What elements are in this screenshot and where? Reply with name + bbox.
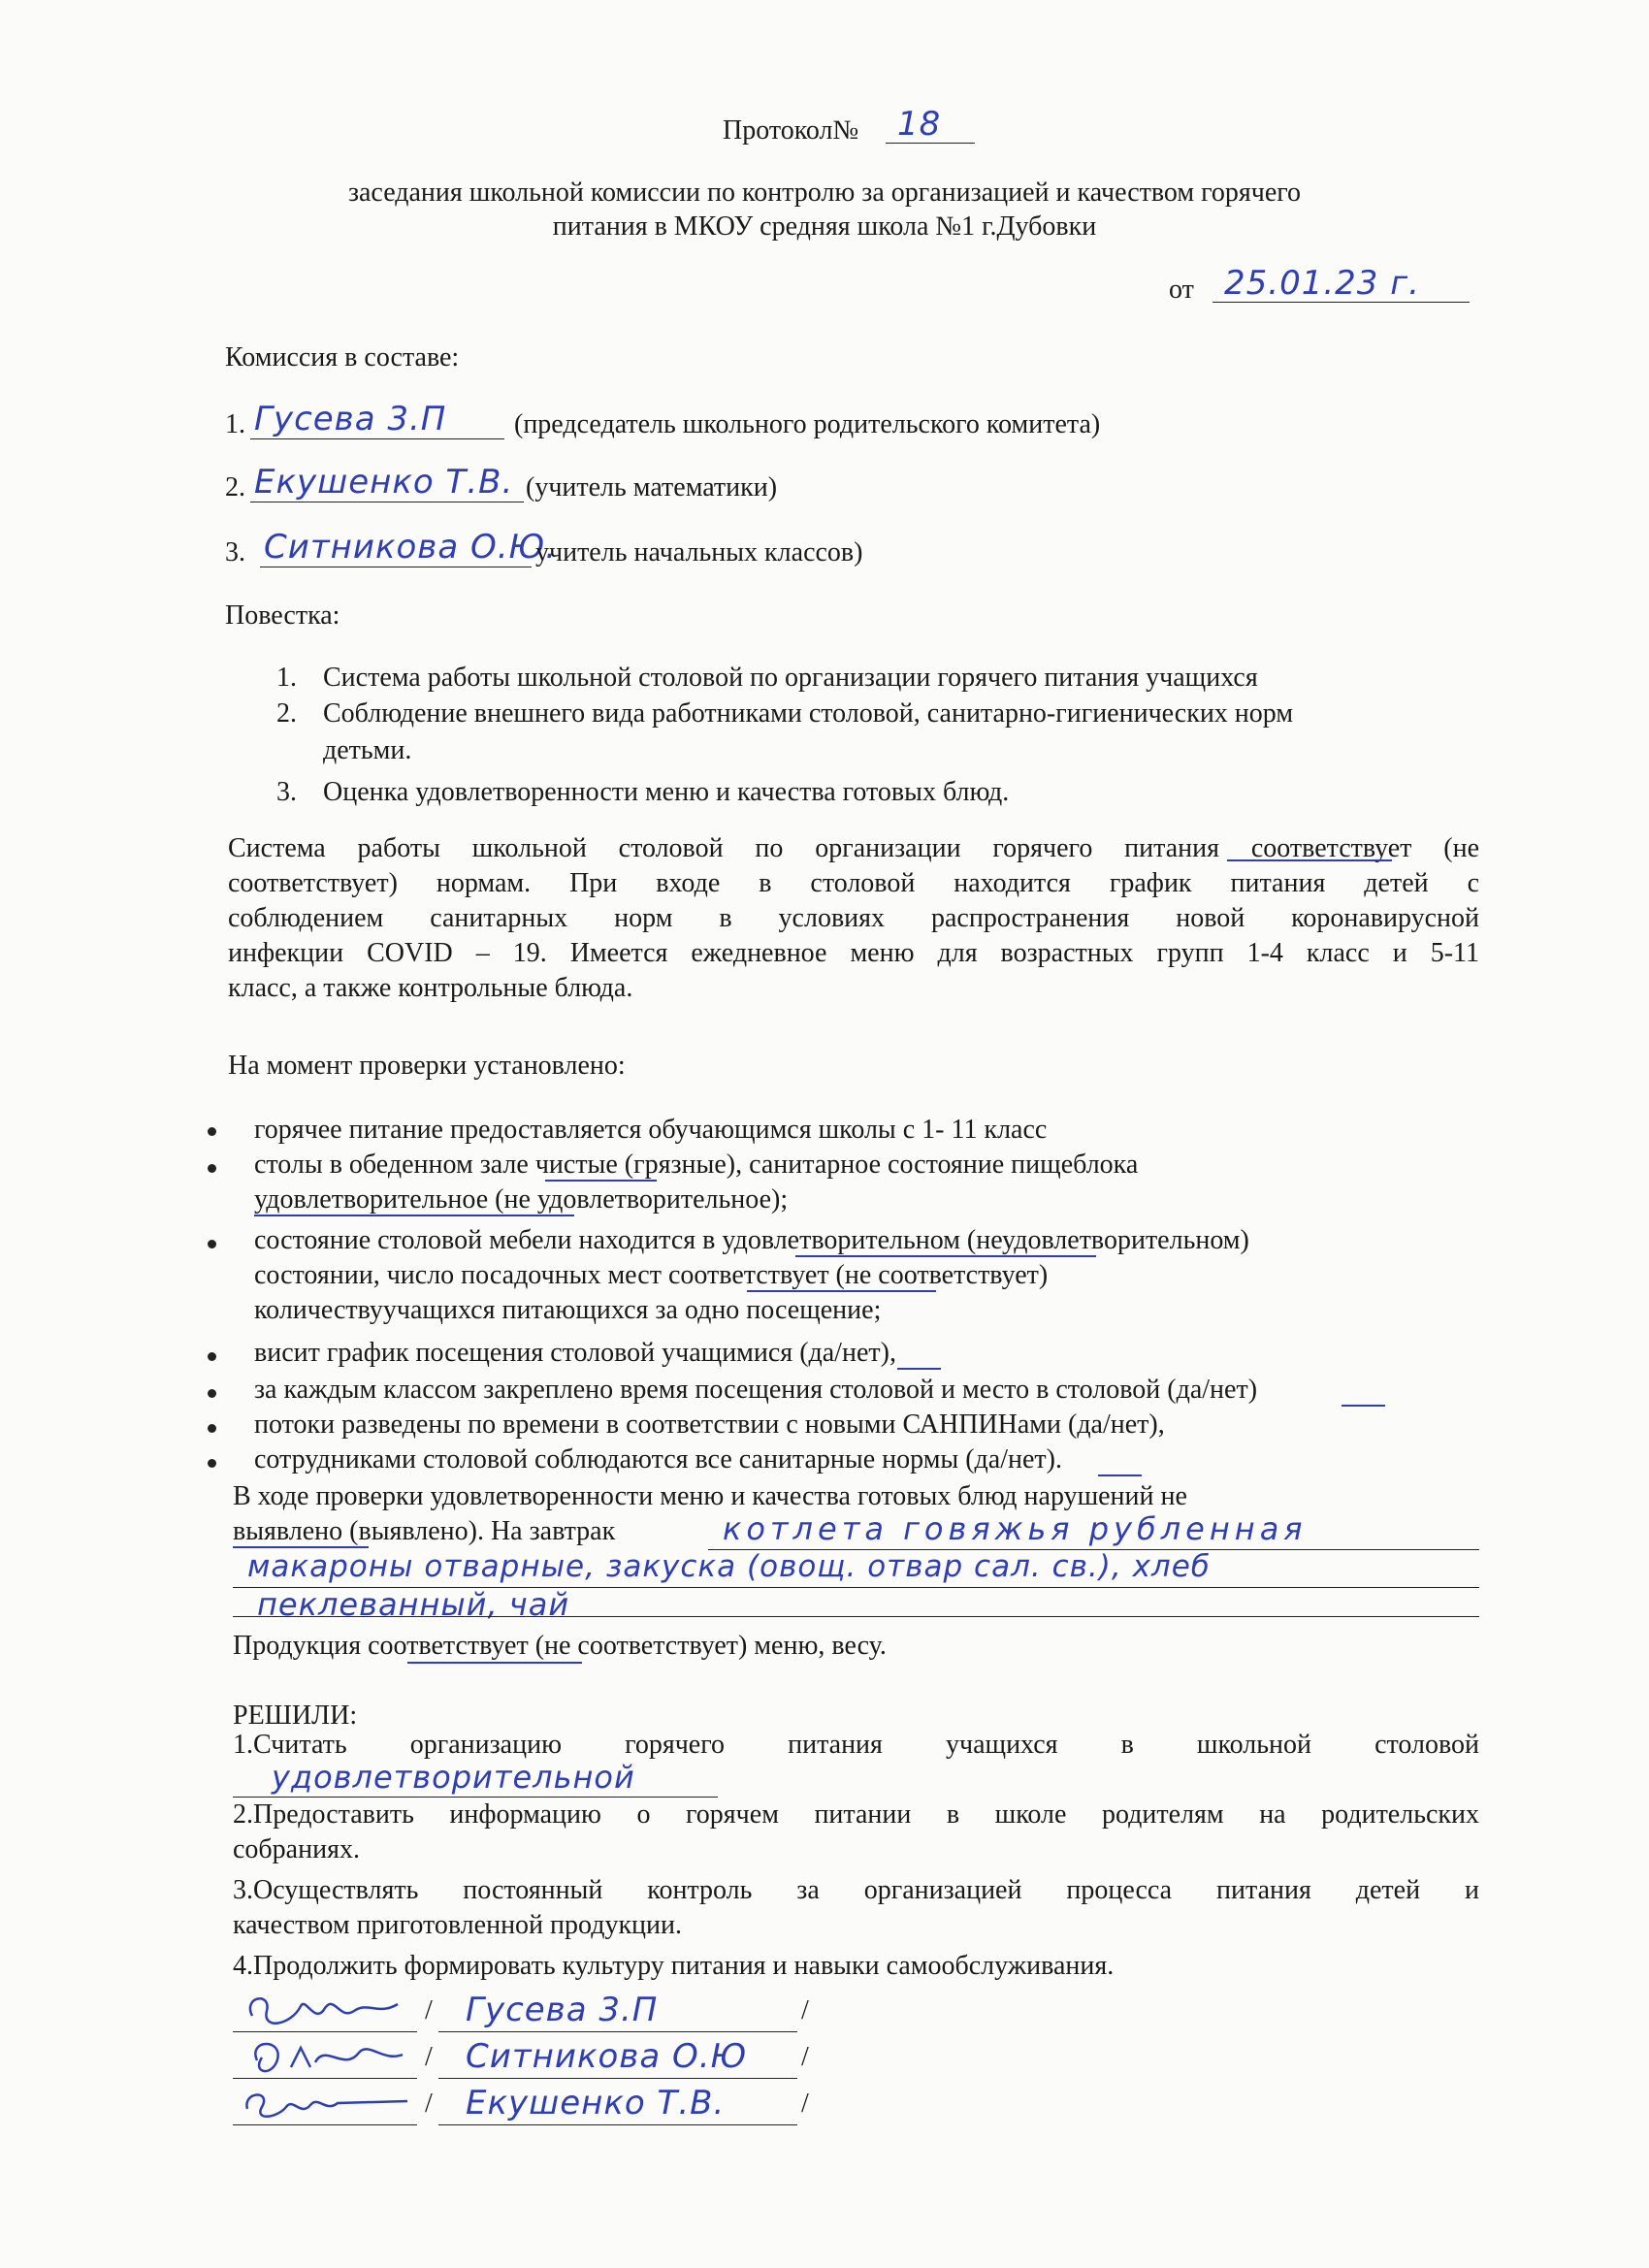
signature-row-3 (233, 2080, 815, 2128)
pen-underline-da-3 (1098, 1474, 1142, 1476)
date-label: от (1169, 275, 1194, 305)
product-line: Продукция соответствует (не соответствует) меню, весу. (233, 1631, 887, 1661)
system-paragraph-line-1: Система работы школьной столовой по организации горячего питания соответствует (не (228, 833, 1479, 863)
signature-2-name: Ситникова О.Ю (466, 2037, 748, 2076)
decision-2-line-1: 2.Предоставить информацию о горячем питании в школе родителям на родительских (233, 1799, 1479, 1830)
finding-2-line-1: столы в обеденном зале чистые (грязные), санитарное состояние пищеблока (254, 1150, 1139, 1180)
member-2-role: (учитель математики) (526, 472, 778, 502)
member-3-number: 3. (225, 537, 245, 567)
findings-title: На момент проверки установлено: (228, 1051, 626, 1081)
member-1-name: Гусева 3.П (254, 400, 447, 438)
signature-1-slash-b: / (801, 1995, 809, 2025)
bullet-1 (208, 1127, 216, 1136)
breakfast-handwritten-3: пеклеванный, чай (257, 1586, 570, 1623)
system-paragraph-line-4: инфекции COVID – 19. Имеется ежедневное меню для возрастных групп 1-4 класс и 5-11 (228, 938, 1479, 968)
finding-1-line-1: горячее питание предоставляется обучающимся школы с 1- 11 класс (254, 1115, 1048, 1145)
member-2-name: Екушенко Т.В. (254, 463, 514, 502)
date-underline (1212, 302, 1470, 303)
decision-2-line-2: собраниях. (233, 1834, 360, 1864)
bullet-2 (208, 1164, 216, 1173)
bullet-7 (208, 1459, 216, 1468)
protocol-number-underline (886, 143, 975, 144)
bullet-5 (208, 1389, 216, 1398)
pen-underline-chistye (545, 1180, 657, 1182)
signature-3-line (233, 2124, 417, 2125)
signature-1-scribble (233, 1987, 417, 2035)
signature-3-slash-a: / (425, 2089, 433, 2119)
member-1-number: 1. (225, 409, 245, 439)
decision-1-line (233, 1797, 718, 1798)
decision-3-line-1: 3.Осуществлять постоянный контроль за организацией процесса питания детей и (233, 1875, 1479, 1905)
agenda-item-1-text: Система работы школьной столовой по организации горячего питания учащихся (323, 663, 1258, 693)
signature-1-line (233, 2031, 417, 2032)
member-3-name: Ситникова О.Ю. (264, 528, 558, 567)
signature-1-slash-a: / (425, 1995, 433, 2025)
pen-underline-da-2 (1342, 1405, 1385, 1407)
menu-check-line-2: выявлено (выявлено). На завтрак (233, 1516, 616, 1546)
signature-1-name: Гусева 3.П (466, 1991, 659, 2029)
menu-check-line-1: В ходе проверки удовлетворенности меню и качества готовых блюд нарушений не (233, 1481, 1187, 1511)
system-paragraph-line-3: соблюдением санитарных норм в условиях распространения новой коронавирусной (228, 903, 1479, 933)
signature-2-slash-b: / (801, 2042, 809, 2072)
pen-underline-sootv-2 (747, 1290, 936, 1292)
signature-3-slash-b: / (801, 2089, 809, 2119)
signature-1-name-line (438, 2031, 797, 2032)
finding-3-line-2: состоянии, число посадочных мест соответствует (не соответствует) (254, 1260, 1049, 1290)
system-paragraph-line-5: класс, а также контрольные блюда. (228, 973, 633, 1003)
bullet-6 (208, 1424, 216, 1433)
date-value: 25.01.23 г. (1224, 264, 1420, 303)
agenda-title: Повестка: (225, 600, 340, 631)
signature-row-1 (233, 1987, 815, 2035)
finding-3-line-1: состояние столовой мебели находится в удовлетворительном (неудовлетворительном) (254, 1225, 1249, 1255)
agenda-item-2-text: Соблюдение внешнего вида работниками столовой, санитарно-гигиенических норм (323, 698, 1294, 729)
signature-2-slash-a: / (425, 2042, 433, 2072)
signature-3-scribble (233, 2080, 417, 2128)
signature-3-name: Екушенко Т.В. (466, 2084, 726, 2122)
signature-row-2 (233, 2033, 815, 2082)
system-paragraph-line-2: соответствует) нормам. При входе в столовой находится график питания детей с (228, 868, 1479, 898)
document-subtitle-line2: питания в МКОУ средняя школа №1 г.Дубовки (552, 211, 1097, 242)
finding-6: потоки разведены по времени в соответствии с новыми САНПИНами (да/нет), (254, 1409, 1165, 1440)
protocol-number: 18 (897, 105, 942, 144)
agenda-item-3-number: 3. (276, 777, 297, 807)
member-1-underline (250, 438, 504, 439)
decision-1-handwritten: удовлетворительной (272, 1759, 635, 1796)
signature-2-scribble (233, 2033, 417, 2082)
protocol-label: Протокол№ (723, 115, 859, 146)
bullet-4 (208, 1352, 216, 1361)
agenda-item-3-text: Оценка удовлетворенности меню и качества готовых блюд. (323, 777, 1010, 807)
signature-2-line (233, 2078, 417, 2079)
finding-2-line-2: удовлетворительное (не удовлетворительное); (254, 1184, 789, 1215)
finding-4: висит график посещения столовой учащимися (да/нет), (254, 1338, 896, 1368)
decision-3-line-2: качеством приготовленной продукции. (233, 1910, 683, 1940)
agenda-item-2-number: 2. (276, 698, 297, 729)
finding-3-line-3: количествуучащихся питающихся за одно посещение; (254, 1295, 882, 1325)
decisions-title: РЕШИЛИ: (233, 1701, 358, 1731)
pen-underline-product (407, 1662, 582, 1664)
signature-2-name-line (438, 2078, 797, 2079)
pen-underline-udovl (254, 1215, 574, 1216)
document-subtitle-line1: заседания школьной комиссии по контролю за организацией и качеством горячего (347, 178, 1302, 208)
finding-5: за каждым классом закреплено время посещения столовой и место в столовой (да/нет) (254, 1375, 1258, 1405)
agenda-item-1-number: 1. (276, 663, 297, 693)
pen-underline-udovl-2 (795, 1255, 1096, 1257)
decision-4: 4.Продолжить формировать культуру питания и навыки самообслуживания. (233, 1951, 1115, 1981)
member-3-role: учитель начальных классов) (535, 537, 863, 567)
member-1-role: (председатель школьного родительского комитета) (514, 409, 1101, 439)
agenda-item-2-text-cont: детьми. (323, 735, 412, 765)
pen-underline-da-1 (897, 1368, 941, 1370)
bullet-3 (208, 1240, 216, 1248)
signature-3-name-line (438, 2124, 797, 2125)
member-2-number: 2. (225, 472, 245, 502)
pen-underline-sootvetstvuet (1227, 859, 1392, 861)
commission-title: Комиссия в составе: (225, 342, 460, 373)
breakfast-line-3 (233, 1616, 1479, 1617)
finding-7: сотрудниками столовой соблюдаются все санитарные нормы (да/нет). (254, 1444, 1062, 1474)
decision-1: 1.Считать организацию горячего питания учащихся в школьной столовой (233, 1730, 1479, 1760)
breakfast-handwritten-2: макароны отварные, закуска (овощ. отвар сал. св.), хлеб (247, 1549, 1211, 1584)
breakfast-handwritten-1: котлета говяжья рубленная (723, 1510, 1308, 1547)
